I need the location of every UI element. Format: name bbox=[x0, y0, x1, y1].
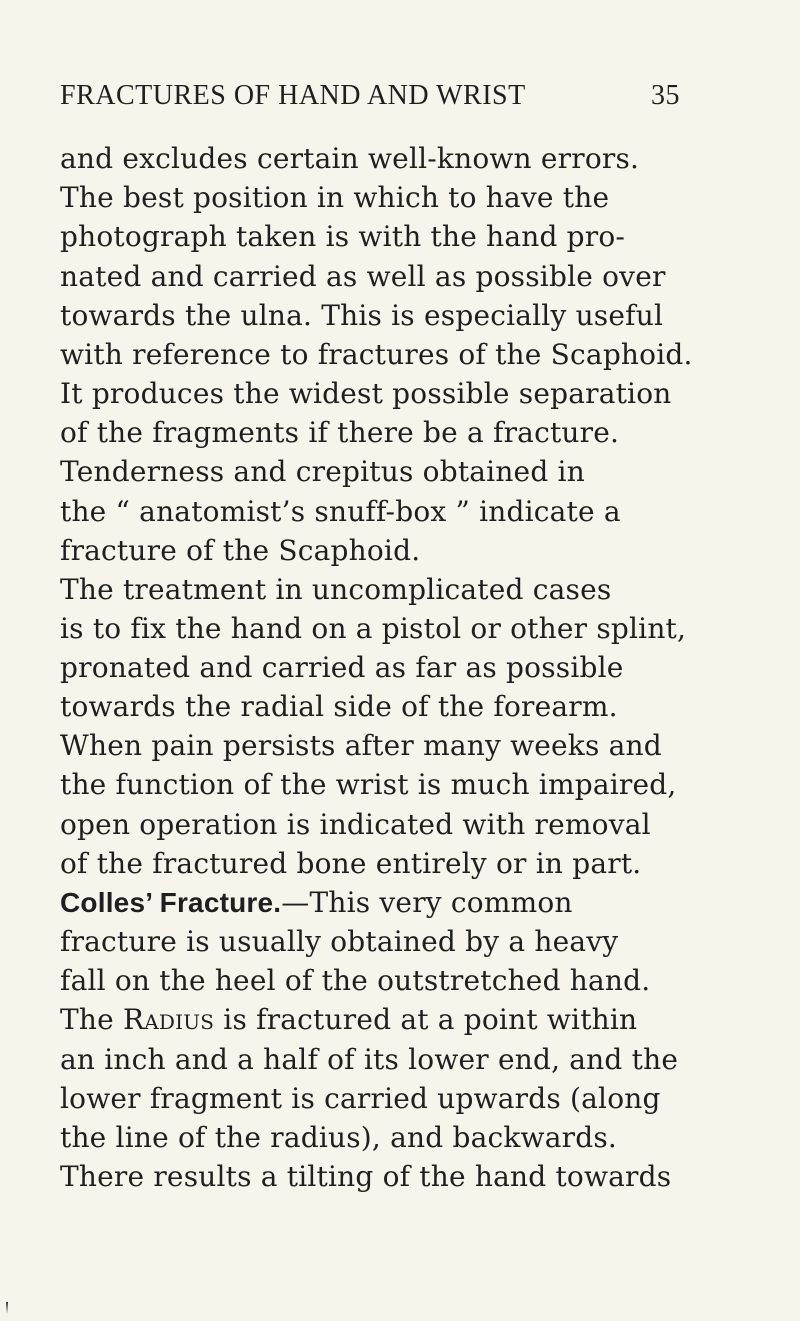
page-number: 35 bbox=[651, 80, 680, 111]
text-line: lower fragment is carried upwards (along bbox=[60, 1082, 661, 1115]
text-line bbox=[60, 455, 680, 489]
text-line: fracture is usually obtained by a heavy bbox=[60, 925, 619, 958]
text-line: and excludes certain well-known errors. bbox=[60, 142, 640, 175]
text-line: There results a tilting of the hand towards bbox=[60, 1160, 672, 1193]
colles-heading-line bbox=[60, 886, 680, 920]
colles-heading-rest: —This very common bbox=[281, 886, 573, 919]
text-line: the “ anatomist’s snuff-box ” indicate a bbox=[60, 495, 621, 528]
radius-term: Radius bbox=[122, 1003, 215, 1036]
text-line: pronated and carried as far as possible bbox=[60, 651, 624, 684]
radius-line-after: is fractured at a point within bbox=[214, 1003, 638, 1036]
text-line: the function of the wrist is much impaired, bbox=[60, 768, 677, 801]
text-line: The best position in which to have the bbox=[60, 181, 610, 214]
text-line: the line of the radius), and backwards. bbox=[60, 1121, 617, 1154]
text-line: fracture of the Scaphoid. bbox=[60, 534, 421, 567]
text-line: towards the ulna. This is especially useful bbox=[60, 299, 664, 332]
paragraph-start: Tenderness and crepitus obtained in bbox=[60, 455, 585, 488]
text-line: of the fragments if there be a fracture. bbox=[60, 416, 620, 449]
colles-heading: Colles’ Fracture. bbox=[60, 887, 282, 918]
text-line: fall on the heel of the outstretched hand. bbox=[60, 964, 651, 997]
text-line: is to fix the hand on a pistol or other splint, bbox=[60, 612, 687, 645]
text-line: nated and carried as well as possible over bbox=[60, 260, 666, 293]
ink-speck bbox=[4, 1300, 10, 1319]
radius-line bbox=[60, 1003, 680, 1037]
text-line: The treatment in uncomplicated cases bbox=[60, 573, 612, 606]
radius-line-before: The bbox=[60, 1003, 123, 1036]
text-line: open operation is indicated with removal bbox=[60, 808, 651, 841]
text-line: of the fractured bone entirely or in part. bbox=[60, 847, 642, 880]
text-line: with reference to fractures of the Scaphoid. bbox=[60, 338, 693, 371]
text-line: It produces the widest possible separation bbox=[60, 377, 672, 410]
text-line: photograph taken is with the hand pro- bbox=[60, 220, 626, 253]
running-head bbox=[60, 80, 680, 112]
text-line: an inch and a half of its lower end, and the bbox=[60, 1043, 679, 1076]
text-line: When pain persists after many weeks and bbox=[60, 729, 662, 762]
text-line: towards the radial side of the forearm. bbox=[60, 690, 618, 723]
running-head-title: FRACTURES OF HAND AND WRIST bbox=[60, 80, 526, 111]
